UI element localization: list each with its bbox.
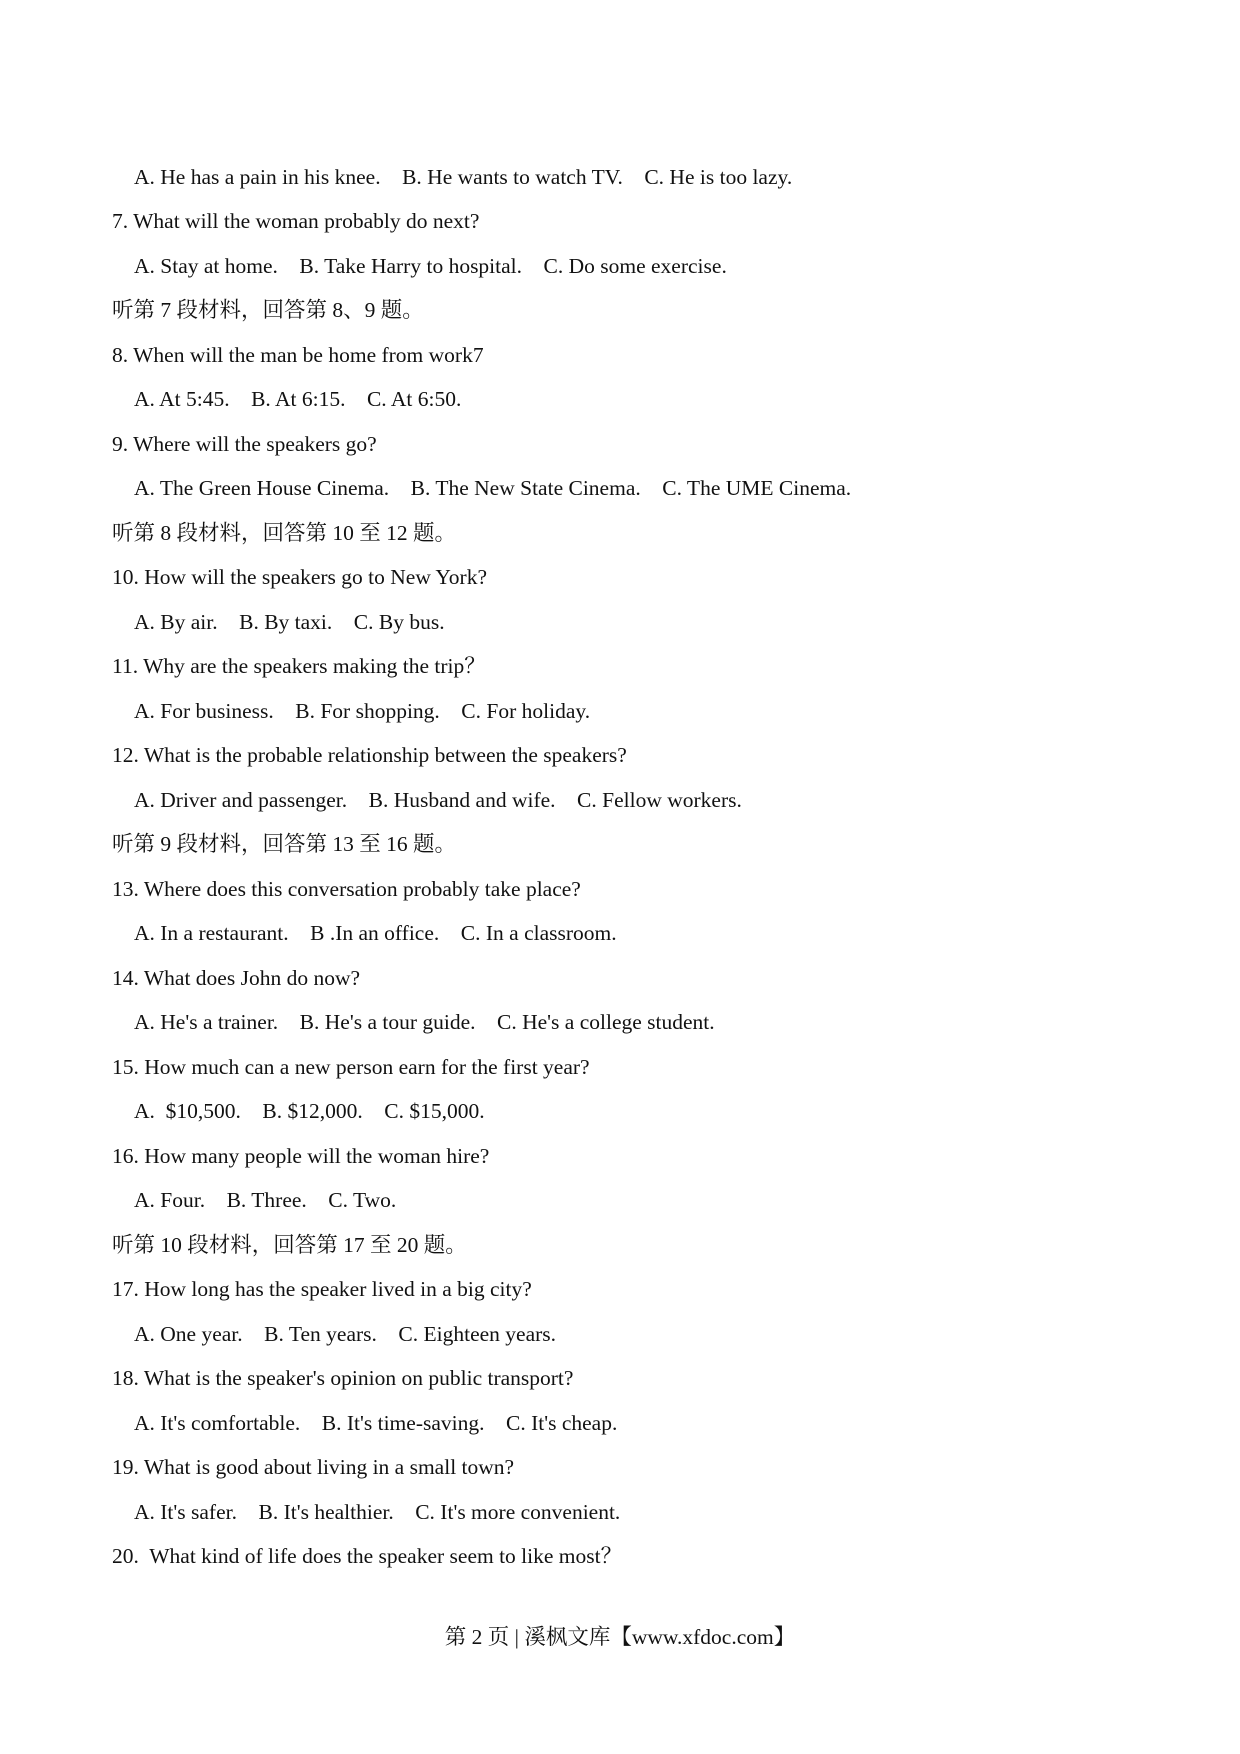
answer-options-16: A. Four. B. Three. C. Two.: [134, 1188, 397, 1212]
question-7: 7. What will the woman probably do next?: [112, 209, 480, 233]
answer-options-7: A. Stay at home. B. Take Harry to hospital. C. Do some exercise.: [134, 254, 727, 278]
answer-options-17: A. One year. B. Ten years. C. Eighteen years.: [134, 1322, 557, 1346]
answer-options-14: A. He's a trainer. B. He's a tour guide. C. He's a college student.: [134, 1010, 715, 1034]
section-instruction-8: 听第 8 段材料，回答第 10 至 12 题。: [112, 521, 457, 545]
question-8: 8. When will the man be home from work7: [112, 343, 484, 367]
question-14: 14. What does John do now?: [112, 966, 361, 990]
answer-options-13: A. In a restaurant. B .In an office. C. In a classroom.: [134, 921, 617, 945]
page-footer: 第 2 页 | 溪枫文库【www.xfdoc.com】: [444, 1625, 796, 1649]
answer-options-8: A. At 5:45. B. At 6:15. C. At 6:50.: [134, 387, 462, 411]
question-17: 17. How long has the speaker lived in a big city?: [112, 1277, 532, 1301]
answer-options-19: A. It's safer. B. It's healthier. C. It's more convenient.: [134, 1500, 621, 1524]
question-18: 18. What is the speaker's opinion on public transport?: [112, 1366, 574, 1390]
answer-options-10: A. By air. B. By taxi. C. By bus.: [134, 610, 445, 634]
question-12: 12. What is the probable relationship between the speakers?: [112, 743, 627, 767]
question-11: 11. Why are the speakers making the trip？: [112, 654, 486, 678]
question-15: 15. How much can a new person earn for the first year?: [112, 1055, 590, 1079]
answer-options-6: A. He has a pain in his knee. B. He wants to watch TV. C. He is too lazy.: [134, 165, 793, 189]
question-13: 13. Where does this conversation probably take place?: [112, 877, 581, 901]
question-16: 16. How many people will the woman hire?: [112, 1144, 490, 1168]
answer-options-15: A. $10,500. B. $12,000. C. $15,000.: [134, 1099, 485, 1123]
question-9: 9. Where will the speakers go?: [112, 432, 377, 456]
answer-options-11: A. For business. B. For shopping. C. For holiday.: [134, 699, 591, 723]
question-19: 19. What is good about living in a small town?: [112, 1455, 515, 1479]
answer-options-18: A. It's comfortable. B. It's time-saving. C. It's cheap.: [134, 1411, 618, 1435]
question-20: 20. What kind of life does the speaker seem to like most？: [112, 1544, 623, 1568]
section-instruction-9: 听第 9 段材料，回答第 13 至 16 题。: [112, 832, 457, 856]
question-10: 10. How will the speakers go to New York?: [112, 565, 488, 589]
answer-options-12: A. Driver and passenger. B. Husband and wife. C. Fellow workers.: [134, 788, 742, 812]
section-instruction-7: 听第 7 段材料，回答第 8、9 题。: [112, 298, 424, 322]
section-instruction-10: 听第 10 段材料，回答第 17 至 20 题。: [112, 1233, 467, 1257]
answer-options-9: A. The Green House Cinema. B. The New State Cinema. C. The UME Cinema.: [134, 476, 852, 500]
